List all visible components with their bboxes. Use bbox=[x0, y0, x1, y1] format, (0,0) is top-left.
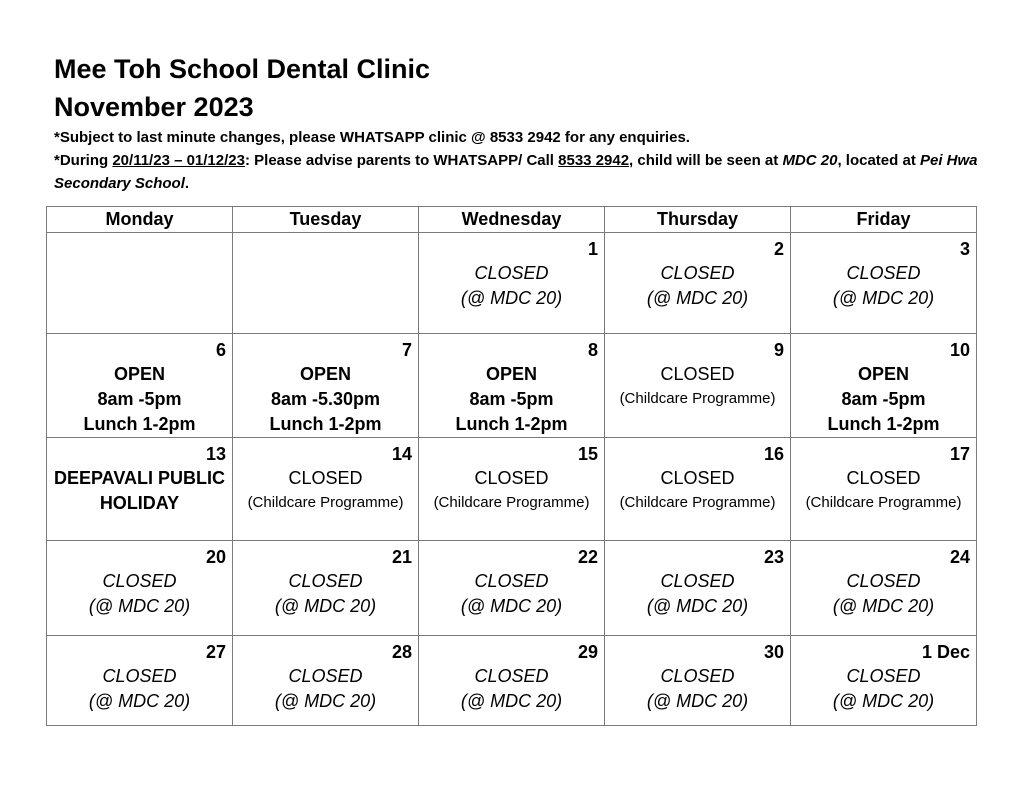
calendar-day-cell bbox=[791, 334, 977, 438]
day-status: CLOSED bbox=[846, 571, 921, 591]
day-detail: (Childcare Programme) bbox=[619, 390, 776, 407]
calendar-day-cell bbox=[419, 636, 605, 726]
day-status: CLOSED bbox=[102, 666, 177, 686]
notice-text-2: , child will be seen at bbox=[629, 152, 783, 169]
day-detail: (Childcare Programme) bbox=[805, 494, 962, 511]
calendar-day-cell bbox=[419, 334, 605, 438]
day-number: 15 bbox=[577, 444, 598, 464]
day-status: CLOSED bbox=[846, 468, 921, 488]
day-detail: (@ MDC 20) bbox=[646, 596, 749, 616]
day-detail: (@ MDC 20) bbox=[832, 596, 935, 616]
day-status: CLOSED bbox=[474, 468, 549, 488]
day-status: CLOSED bbox=[846, 263, 921, 283]
day-number: 30 bbox=[763, 642, 784, 662]
notice-text-3: , located at bbox=[837, 152, 920, 169]
day-lunch-hours: Lunch 1-2pm bbox=[827, 414, 940, 434]
day-detail: (@ MDC 20) bbox=[88, 691, 191, 711]
calendar-table bbox=[46, 206, 977, 726]
calendar-day-cell bbox=[605, 636, 791, 726]
calendar-week-row bbox=[47, 636, 977, 726]
day-number: 1 bbox=[587, 239, 598, 259]
day-number: 9 bbox=[773, 340, 784, 360]
page-subtitle-month: November 2023 bbox=[54, 92, 254, 122]
day-number: 1 Dec bbox=[921, 642, 970, 662]
weekday-header: Monday bbox=[47, 207, 233, 233]
day-status: CLOSED bbox=[660, 263, 735, 283]
weekday-header: Wednesday bbox=[419, 207, 605, 233]
day-number: 28 bbox=[391, 642, 412, 662]
day-status: CLOSED bbox=[288, 666, 363, 686]
day-detail: (Childcare Programme) bbox=[247, 494, 404, 511]
day-lunch-hours: Lunch 1-2pm bbox=[83, 414, 196, 434]
calendar-day-cell bbox=[605, 334, 791, 438]
calendar-day-cell bbox=[233, 438, 419, 541]
day-number: 21 bbox=[391, 547, 412, 567]
day-number: 17 bbox=[949, 444, 970, 464]
notice-text-1: : Please advise parents to WHATSAPP/ Call bbox=[244, 152, 559, 169]
calendar-day-cell bbox=[791, 233, 977, 334]
day-number: 7 bbox=[401, 340, 412, 360]
day-detail: (@ MDC 20) bbox=[460, 596, 563, 616]
calendar-day-cell bbox=[47, 541, 233, 636]
document-header bbox=[54, 50, 984, 195]
day-detail: (@ MDC 20) bbox=[646, 691, 749, 711]
day-detail: (@ MDC 20) bbox=[88, 596, 191, 616]
calendar-day-cell bbox=[233, 233, 419, 334]
weekday-header: Tuesday bbox=[233, 207, 419, 233]
calendar-day-cell bbox=[791, 541, 977, 636]
day-detail: 8am -5pm bbox=[841, 389, 926, 409]
notice-location: MDC 20 bbox=[782, 152, 838, 169]
calendar-week-row bbox=[47, 541, 977, 636]
page-title: Mee Toh School Dental Clinic bbox=[54, 54, 431, 84]
day-status: DEEPAVALI PUBLIC bbox=[53, 468, 225, 488]
day-detail: 8am -5.30pm bbox=[270, 389, 381, 409]
weekday-header: Thursday bbox=[605, 207, 791, 233]
day-status: CLOSED bbox=[660, 571, 735, 591]
notice-prefix: *During bbox=[54, 152, 113, 169]
day-detail: HOLIDAY bbox=[99, 493, 180, 513]
day-status: CLOSED bbox=[660, 468, 735, 488]
day-number: 10 bbox=[949, 340, 970, 360]
calendar-day-cell bbox=[233, 334, 419, 438]
notice-school: Pei Hwa Secondary School bbox=[54, 152, 978, 192]
day-number: 27 bbox=[205, 642, 226, 662]
day-status: CLOSED bbox=[288, 571, 363, 591]
day-status: CLOSED bbox=[660, 364, 735, 384]
day-number: 23 bbox=[763, 547, 784, 567]
day-number: 22 bbox=[577, 547, 598, 567]
notice-dates: 20/11/23 – 01/12/23 bbox=[112, 152, 245, 169]
calendar-day-cell bbox=[233, 636, 419, 726]
day-status: CLOSED bbox=[288, 468, 363, 488]
day-number: 3 bbox=[959, 239, 970, 259]
notice-subject-to-change: *Subject to last minute changes, please WHATSAPP clinic @ 8533 2942 for any enquiries. bbox=[54, 129, 690, 146]
calendar-day-cell bbox=[47, 438, 233, 541]
calendar-day-cell bbox=[605, 541, 791, 636]
day-lunch-hours: Lunch 1-2pm bbox=[269, 414, 382, 434]
calendar-day-cell bbox=[47, 636, 233, 726]
day-lunch-hours: Lunch 1-2pm bbox=[455, 414, 568, 434]
calendar-day-cell bbox=[791, 636, 977, 726]
day-detail: (@ MDC 20) bbox=[832, 691, 935, 711]
day-status: OPEN bbox=[299, 364, 351, 384]
calendar-body bbox=[47, 233, 977, 726]
day-status: CLOSED bbox=[474, 571, 549, 591]
day-detail: (Childcare Programme) bbox=[619, 494, 776, 511]
day-status: CLOSED bbox=[102, 571, 177, 591]
day-status: CLOSED bbox=[846, 666, 921, 686]
day-detail: (@ MDC 20) bbox=[274, 596, 377, 616]
day-status: CLOSED bbox=[474, 666, 549, 686]
day-detail: (@ MDC 20) bbox=[274, 691, 377, 711]
calendar-week-row bbox=[47, 438, 977, 541]
calendar-day-cell bbox=[47, 233, 233, 334]
day-detail: (@ MDC 20) bbox=[646, 288, 749, 308]
notice-end: . bbox=[184, 175, 190, 192]
day-number: 8 bbox=[587, 340, 598, 360]
day-detail: (@ MDC 20) bbox=[460, 288, 563, 308]
notice-relocation bbox=[54, 149, 984, 195]
day-status: OPEN bbox=[113, 364, 165, 384]
day-detail: 8am -5pm bbox=[97, 389, 182, 409]
calendar-day-cell bbox=[419, 541, 605, 636]
day-status: CLOSED bbox=[474, 263, 549, 283]
day-number: 13 bbox=[205, 444, 226, 464]
day-status: CLOSED bbox=[660, 666, 735, 686]
day-number: 29 bbox=[577, 642, 598, 662]
calendar-day-cell bbox=[419, 438, 605, 541]
calendar-week-row bbox=[47, 334, 977, 438]
calendar-day-cell bbox=[791, 438, 977, 541]
day-number: 6 bbox=[215, 340, 226, 360]
day-detail: (Childcare Programme) bbox=[433, 494, 590, 511]
notice-phone: 8533 2942 bbox=[558, 152, 630, 169]
calendar-week-row bbox=[47, 233, 977, 334]
calendar-day-cell bbox=[605, 438, 791, 541]
day-detail: 8am -5pm bbox=[469, 389, 554, 409]
calendar-day-cell bbox=[605, 233, 791, 334]
day-number: 16 bbox=[763, 444, 784, 464]
day-status: OPEN bbox=[857, 364, 909, 384]
day-number: 20 bbox=[205, 547, 226, 567]
day-detail: (@ MDC 20) bbox=[460, 691, 563, 711]
day-number: 2 bbox=[773, 239, 784, 259]
day-number: 24 bbox=[949, 547, 970, 567]
day-number: 14 bbox=[391, 444, 412, 464]
day-status: OPEN bbox=[485, 364, 537, 384]
calendar-day-cell bbox=[47, 334, 233, 438]
day-detail: (@ MDC 20) bbox=[832, 288, 935, 308]
calendar-day-cell bbox=[233, 541, 419, 636]
calendar-header-row bbox=[47, 207, 977, 233]
calendar-day-cell bbox=[419, 233, 605, 334]
weekday-header: Friday bbox=[791, 207, 977, 233]
